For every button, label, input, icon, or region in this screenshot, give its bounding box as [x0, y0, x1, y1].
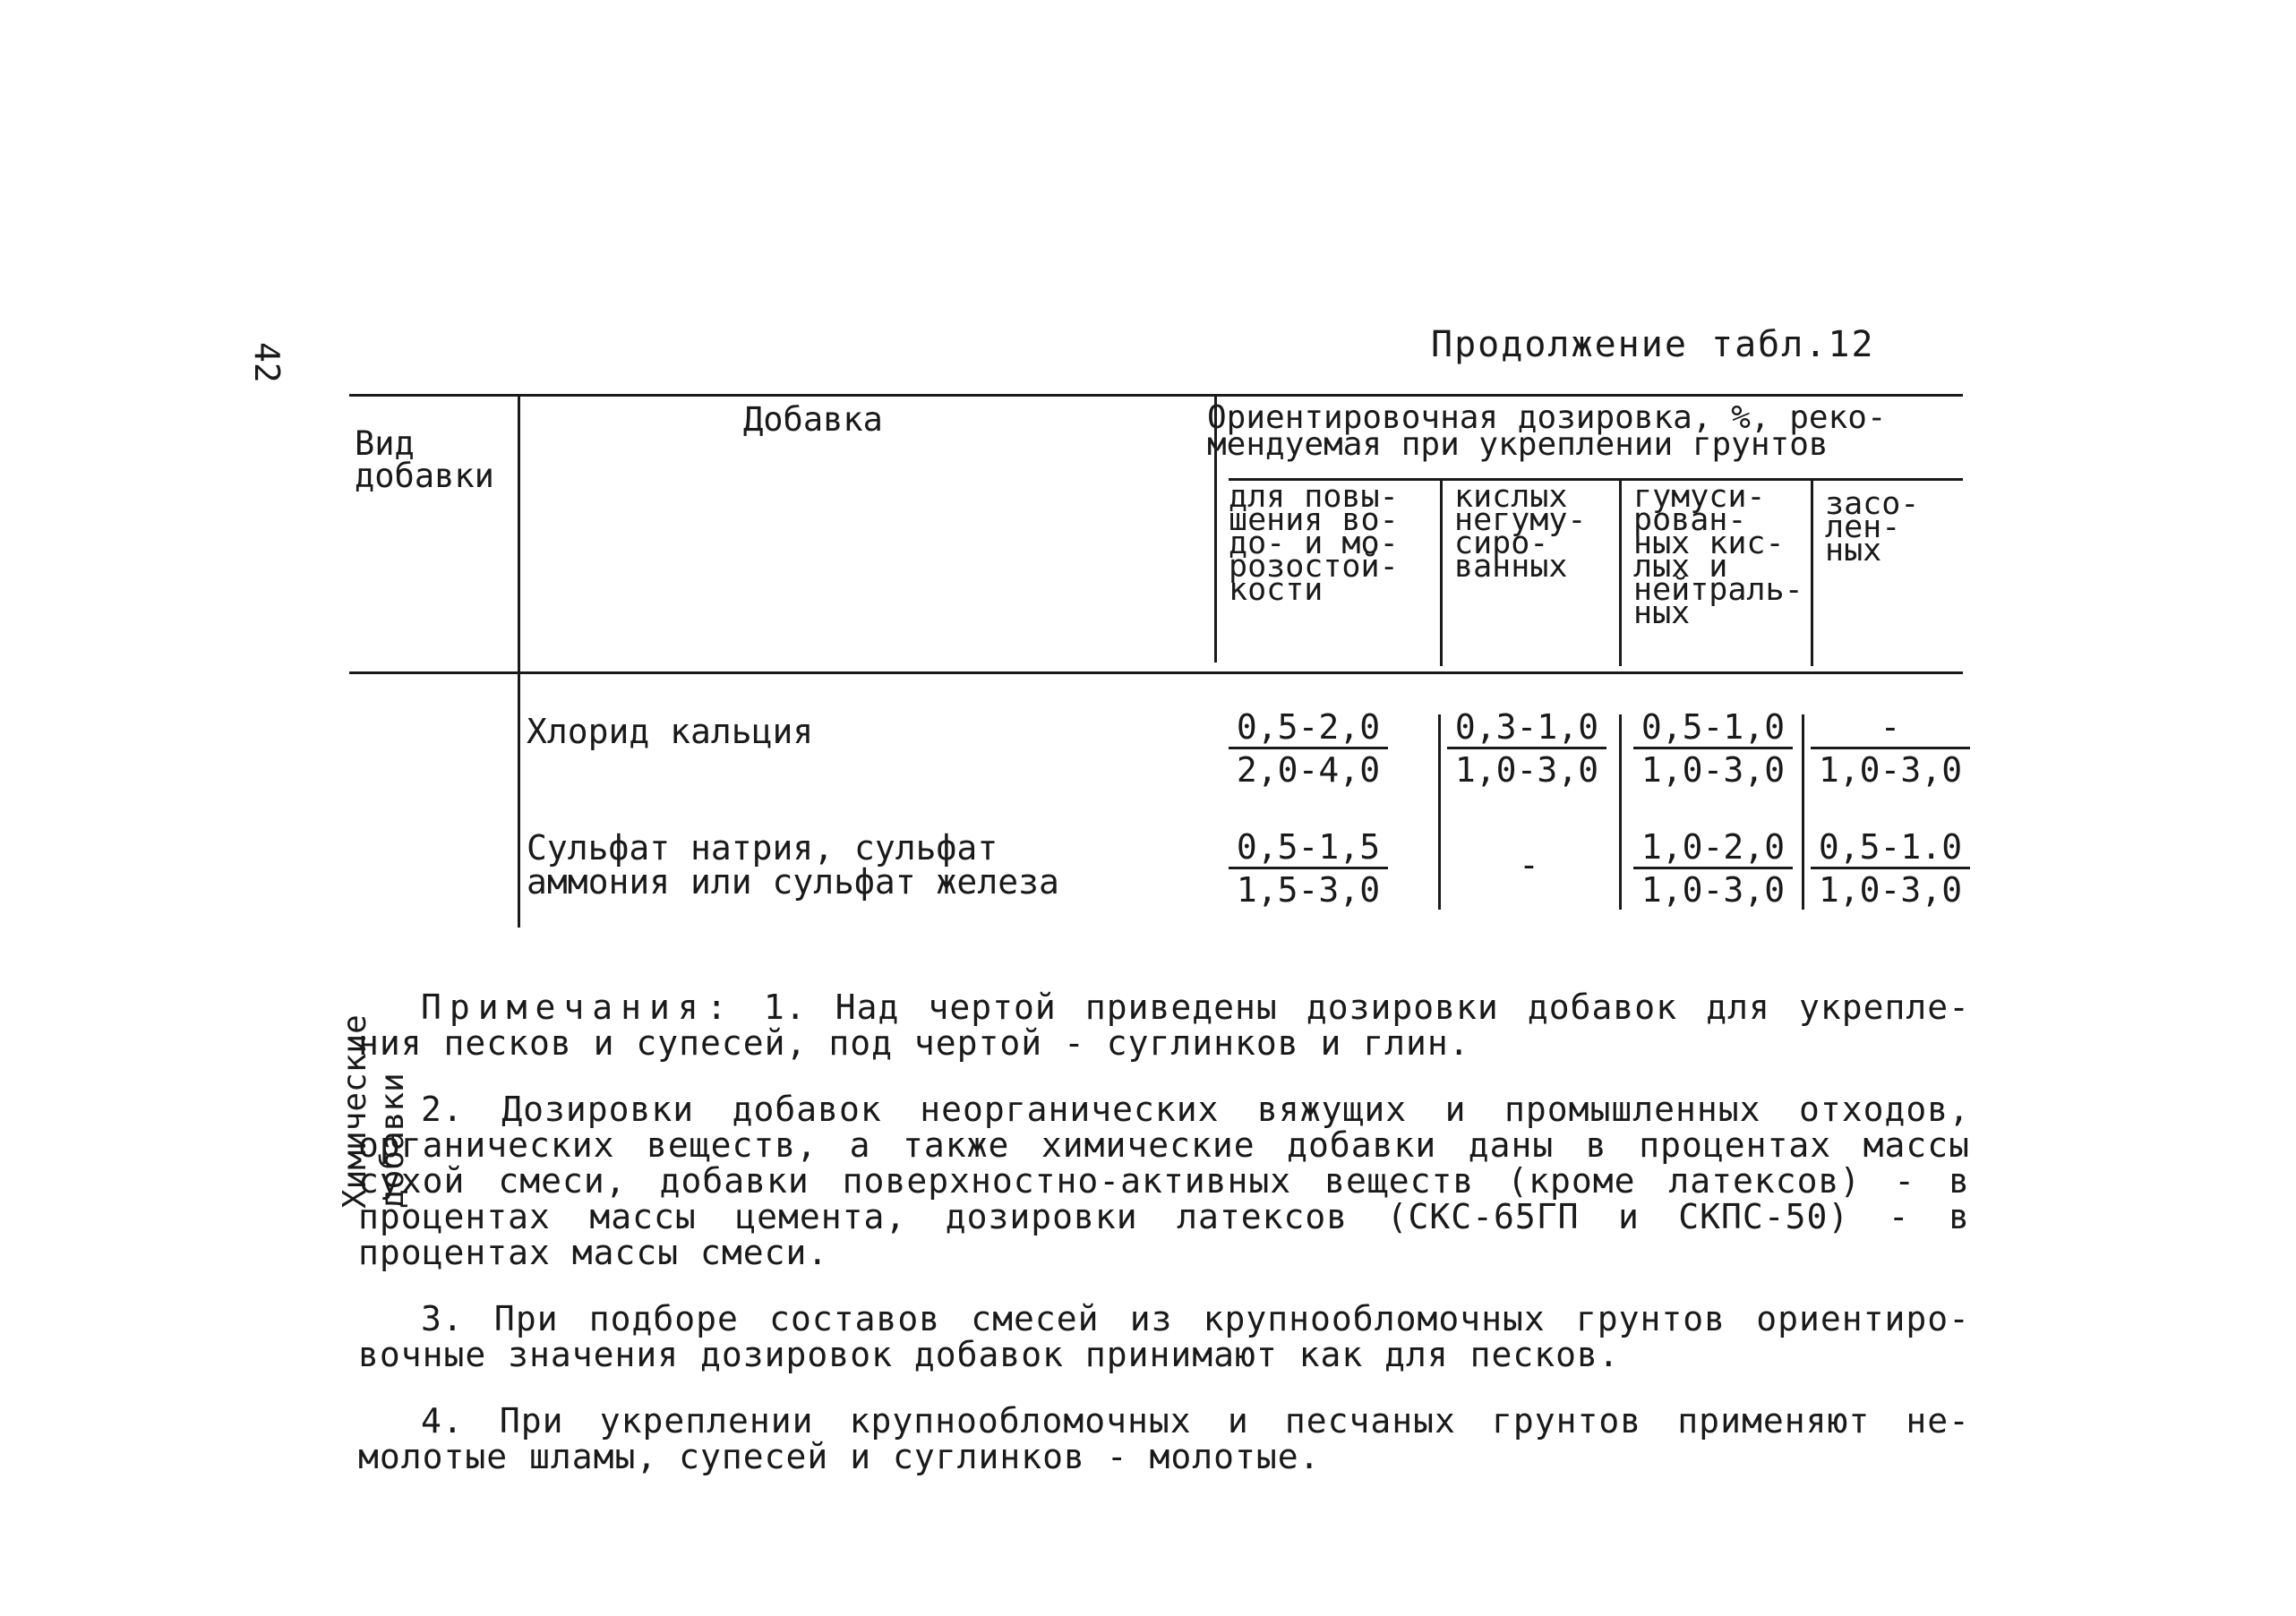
dosage-acid — [1447, 707, 1606, 791]
dosage-acid-empty: - — [1519, 845, 1539, 885]
notes-section — [358, 989, 1970, 1505]
dosage-clay: 1,0-3,0 — [1641, 750, 1786, 790]
body-divider-1 — [1438, 714, 1441, 910]
additive-calcium-chloride: Хлорид кальция — [527, 712, 814, 751]
note-1-text: 1. Над чертой приведены дозировки добавок для укрепле-ния песков и супесей, под чертой - суглинков и глин. — [358, 988, 1970, 1063]
note-1 — [358, 989, 1970, 1061]
table-caption: Продолжение табл.12 — [1431, 324, 1875, 365]
header-additive: Добавка — [743, 400, 883, 439]
dosage-sand: 0,5-1,0 — [1633, 707, 1793, 749]
note-2: 2. Дозировки добавок неорганических вяжущих и промышленных отходов, органических веществ, а также химические добавки даны в процентах массы сухой смеси, добавки поверхностно-активных веществ (кроме латексов) - в процентах массы цемента, дозировки латексов (СКС-65ГП и СКПС-50) - в процентах массы смеси. — [358, 1090, 1970, 1272]
body-divider-2 — [1619, 714, 1622, 910]
body-divider-3 — [1802, 714, 1804, 910]
note-3: 3. При подборе составов смесей из крупнообломочных грунтов ориентиро-вочные значения дозировок добавок принимают как для песков. — [358, 1299, 1970, 1374]
dosage-saline — [1811, 707, 1970, 791]
header-acid-non-humus: кислых негуму- сиро- ванных — [1454, 479, 1587, 585]
dosage-sand: 0,5-2,0 — [1229, 707, 1388, 749]
page-number: 42 — [247, 342, 287, 383]
note-4: 4. При укреплении крупнообломочных и песчаных грунтов применяют не-молотые шламы, супесей и суглинков - молотые. — [358, 1401, 1970, 1476]
header-dosage: Ориентировочная дозировка, %, реко- мендуемая при укреплении грунтов — [1207, 399, 1887, 463]
dosage-humus — [1633, 707, 1793, 791]
dosage-clay: 2,0-4,0 — [1236, 750, 1381, 790]
group-label-chemical: Химические добавки — [337, 1014, 411, 1209]
additive-sulfates: Сульфат натрия, сульфат аммония или сульфат железа — [527, 828, 1059, 902]
dosage-frost — [1229, 827, 1388, 911]
dosage-sand: 0,3-1,0 — [1447, 707, 1606, 749]
column-divider-type — [518, 394, 520, 928]
table-top-rule — [349, 394, 1963, 397]
notes-lead: Примечания: — [421, 988, 735, 1027]
dosage-clay: 1,0-3,0 — [1641, 870, 1786, 910]
dosage-saline — [1811, 827, 1970, 911]
column-divider-sub1 — [1440, 478, 1443, 666]
header-frost-resistance: для повы- шения во- до- и мо- розостой- кости — [1229, 479, 1399, 608]
dosage-clay: 1,0-3,0 — [1818, 750, 1963, 790]
header-bottom-rule — [349, 671, 1963, 674]
dosage-sand: 0,5-1,5 — [1229, 827, 1388, 869]
header-saline: засо- лен- ных — [1825, 486, 1920, 569]
dosage-frost — [1229, 707, 1388, 791]
dosage-humus — [1633, 827, 1793, 911]
dosage-clay: 1,0-3,0 — [1818, 870, 1963, 910]
column-divider-sub2 — [1619, 478, 1622, 666]
header-type: Вид добавки — [355, 424, 494, 495]
dosage-clay: 1,0-3,0 — [1454, 750, 1599, 790]
dosage-sand: - — [1811, 707, 1970, 749]
header-humus-acid-neutral: гумуси- рован- ных кис- лых и нейтраль- ных — [1633, 479, 1803, 631]
dosage-sand: 1,0-2,0 — [1633, 827, 1793, 869]
dosage-clay: 1,5-3,0 — [1236, 870, 1381, 910]
column-divider-sub3 — [1811, 478, 1813, 666]
dosage-sand: 0,5-1.0 — [1811, 827, 1970, 869]
